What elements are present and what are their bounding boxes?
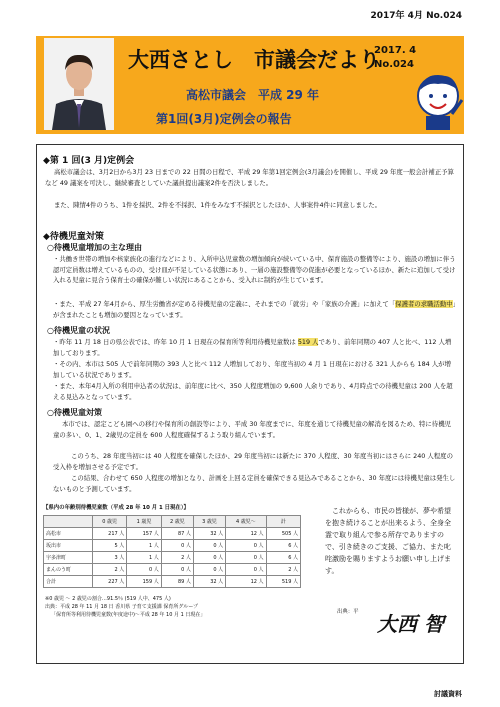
table-cell: 6 人 <box>266 540 300 552</box>
table-cell: 12 人 <box>226 528 266 540</box>
table-cell: 159 人 <box>127 576 161 588</box>
table-cell: 157 人 <box>127 528 161 540</box>
table-header-cell: 3 歳児 <box>193 516 225 528</box>
table-note-ratio: ※0 歳児 ～ 2 歳児の割合…91.5％ (519 人中、475 人) <box>45 596 171 602</box>
mascot-illustration <box>412 70 464 132</box>
table-cell: 0 人 <box>193 552 225 564</box>
table-cell: 89 人 <box>161 576 193 588</box>
table-cell: まんのう町 <box>44 564 93 576</box>
table-cell: 0 人 <box>226 540 266 552</box>
status-bullet-2: ・その内、本市は 505 人で前年同期の 393 人と比べ 112 人増加しており、年度当初の 4 月 1 日現在における 321 人からも 184 人が増加している状況であります。 <box>53 360 451 379</box>
table-cell: 505 人 <box>266 528 300 540</box>
waiting-children-table <box>43 515 301 588</box>
table-cell: 12 人 <box>226 576 266 588</box>
table-cell: 坂出市 <box>44 540 93 552</box>
table-cell: 1 人 <box>127 540 161 552</box>
table-cell: 5 人 <box>92 540 126 552</box>
table-cell: 87 人 <box>161 528 193 540</box>
table-cell: 3 人 <box>92 552 126 564</box>
subheading-status: ○待機児童の状況 <box>47 326 110 335</box>
footer-label: 討議資料 <box>434 690 462 698</box>
table-cell: 0 人 <box>161 564 193 576</box>
table-cell: 0 人 <box>226 552 266 564</box>
table-cell: 0 人 <box>161 540 193 552</box>
table-header-cell: 計 <box>266 516 300 528</box>
table-note-title: 「保育所等利用待機児童数(年度途中)～平成 28 年 10 月 1 日現在」 <box>51 612 206 618</box>
issue-line: 2017年 4月 No.024 <box>370 11 462 21</box>
table-cell: 519 人 <box>266 576 300 588</box>
header-banner <box>36 36 464 134</box>
table-cell: 宇多津町 <box>44 552 93 564</box>
table-cell: 217 人 <box>92 528 126 540</box>
reason-bullet-2: ・また、平成 27 年4月から、厚生労働省が定める待機児童の定義に、それまでの「就労」や「家族の介護」に加えて「保護者の求職活動中」が含まれたことも増加の要因となっています。 <box>53 300 456 319</box>
measures-paragraph-2: このうち、28 年度当初には 40 人程度を確保したほか、29 年度当初には新たに 370 人程度、30 年度当初にはさらに 240 人程度の受入枠を増加させる予定です。 <box>53 452 453 471</box>
subtitle-council: 高松市議会 平成 29 年 <box>186 88 320 102</box>
table-header-cell: 2 歳児 <box>161 516 193 528</box>
reason-bullet-1: ・共働き世帯の増加や核家族化の進行などにより、入所申込児童数の増加傾向が続いている中、保育施設の整備等により、施設の増加に伴う認可定員数は増えているものの、受け皿が不足している状態にあり、一層の施設整備等の促進が必要となっているほか、新たに追加して受け入れる児童に見合う保育士の確保が難しい状況にあることから、受入れに制約が生じています。 <box>53 255 456 284</box>
table-cell: 2 人 <box>92 564 126 576</box>
status-bullet-1: ・昨年 11 月 18 日の県公表では、昨年 10 月 1 日現在の保育所等利用待機児童数は 519 人であり、前年同期の 407 人と比べ、112 人増加しております。 <box>53 338 452 357</box>
section-heading-childcare: ◆待機児童対策 <box>43 232 104 242</box>
table-cell: 0 人 <box>127 564 161 576</box>
status-bullet-3: ・また、本年4月入所の利用申込者の状況は、前年度に比べ、350 人程度増加の 9,600 人余りであり、4月時点での待機児童は 200 人を超える見込みとなっています。 <box>53 382 453 401</box>
table-cell: 0 人 <box>193 540 225 552</box>
table-cell: 高松市 <box>44 528 93 540</box>
table-header-cell <box>44 516 93 528</box>
table-note-source: 出典：平成 28 年 11 月 18 日 香川県 子育て支援課 保育所グループ <box>45 604 198 610</box>
measures-paragraph-1: 本市では、認定こども園への移行や保育所の創設等により、平成 30 年度までに、年度を通じて待機児童の解消を図るため、特に待機児童の多い、0、1、2歳児の定員を 600 人程度確保するよう取り組んでいます。 <box>53 420 451 439</box>
table-cell: 0 人 <box>226 564 266 576</box>
closing-source: 出典：平 <box>337 609 359 615</box>
table-cell: 227 人 <box>92 576 126 588</box>
table-row <box>44 564 301 576</box>
table-cell: 32 人 <box>193 576 225 588</box>
portrait-photo <box>44 38 114 130</box>
subheading-measures: ○待機児童対策 <box>47 408 102 417</box>
closing-message: これからも、市民の皆様が、夢や希望を抱き続けることが出来るよう、全身全霊で取り組んで参る所存でありますので、引き続きのご支援、ご協力、また叱咤激励を賜りますようお願い申し上げます。 <box>325 507 451 575</box>
table-cell: 0 人 <box>193 564 225 576</box>
table-cell: 2 人 <box>161 552 193 564</box>
table-row <box>44 552 301 564</box>
signature: 大西 智 <box>377 612 444 636</box>
issue-badge <box>374 44 416 72</box>
newsletter-title: 大西さとし 市議会だより <box>128 48 380 72</box>
highlight-519: 519 人 <box>297 338 319 346</box>
table-cell: 6 人 <box>266 552 300 564</box>
table-caption: 【県内の年齢別待機児童数（平成 28 年 10 月 1 日現在）】 <box>43 505 189 511</box>
measures-paragraph-3: この結果、合わせて 650 人程度の増加となり、計画を上回る定員を確保できる見込みであることから、30 年度には待機児童は発生しないものと予測しています。 <box>53 474 456 493</box>
table-cell: 合計 <box>44 576 93 588</box>
table-row <box>44 576 301 588</box>
section-heading-session: ◆第 1 回(3 月)定例会 <box>43 156 135 166</box>
subtitle-report: 第1回(3月)定例会の報告 <box>156 112 292 126</box>
table-header-cell: 4 歳児～ <box>226 516 266 528</box>
issue-year: 2017. 4 <box>374 45 417 56</box>
session-paragraph-2: また、陳情4件のうち、1件を採択、2件を不採択、1件をみなす不採択としたほか、人事案件4件に同意しました。 <box>54 201 382 209</box>
content-frame <box>36 144 464 664</box>
table-header-cell: 0 歳児 <box>92 516 126 528</box>
table-cell: 1 人 <box>127 552 161 564</box>
table-cell: 2 人 <box>266 564 300 576</box>
table-cell: 32 人 <box>193 528 225 540</box>
highlight-job-search: 保護者の求職活動中 <box>395 300 453 308</box>
table-row <box>44 528 301 540</box>
issue-number: No.024 <box>374 59 414 70</box>
table-row <box>44 540 301 552</box>
subheading-reasons: ○待機児童増加の主な理由 <box>47 243 142 252</box>
table-header-cell: 1 歳児 <box>127 516 161 528</box>
session-paragraph-1: 高松市議会は、3月2日から3月 23 日までの 22 日間の日程で、平成 29 年第1回定例会(3月議会)を開催し、平成 29 年度一般会計補正予算など 49 議案を可決し、継続審査としていた議員提出議案2件を否決しました。 <box>45 168 454 187</box>
